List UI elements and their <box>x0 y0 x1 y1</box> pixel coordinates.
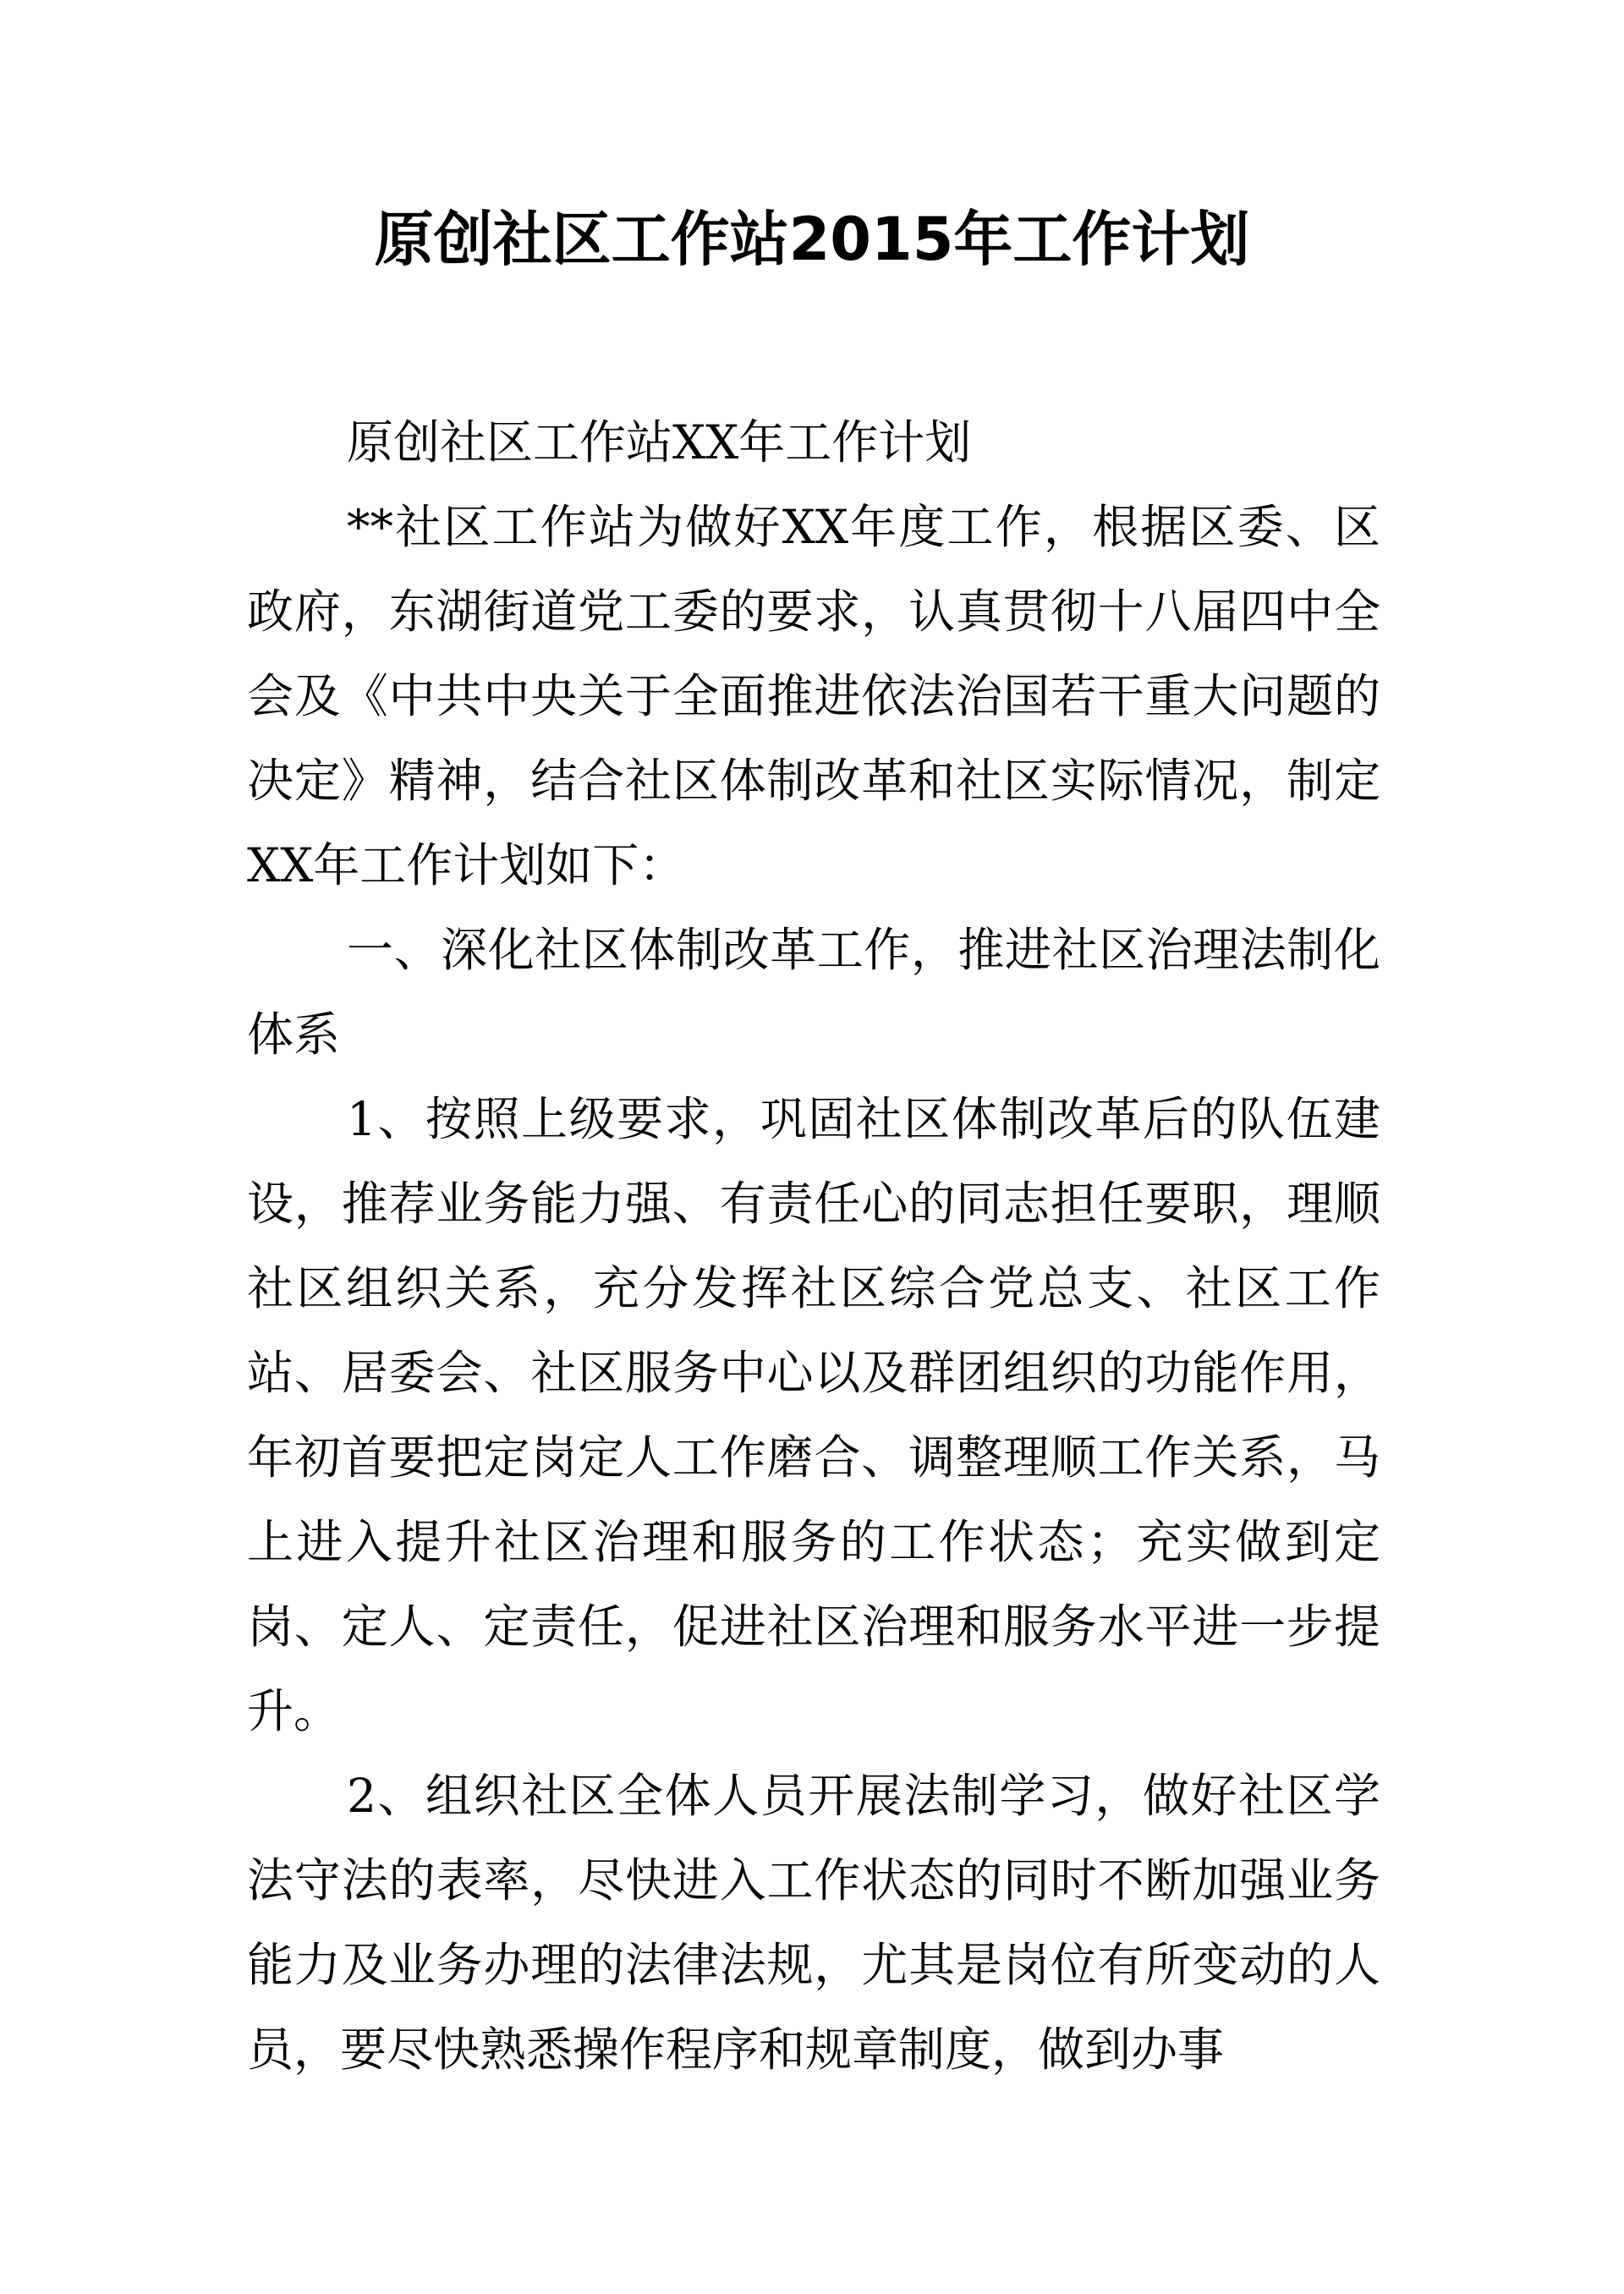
paragraph-subtitle: 原创社区工作站XX年工作计划 <box>347 415 972 469</box>
document-title: 原创社区工作站2015年工作计划 <box>374 205 1250 274</box>
paragraph-item-2: 2、组织社区全体人员开展法制学习，做好社区学法守法的表率，尽快进入工作状态的同时不断加强业务能力及业务办理的法律法规，尤其是岗位有所变动的人员，要尽快熟悉操作程序和规章制度，做到办事 <box>247 1769 1380 2077</box>
paragraph-item-1: 1、按照上级要求，巩固社区体制改革后的队伍建设，推荐业务能力强、有责任心的同志担任要职，理顺社区组织关系，充分发挥社区综合党总支、社区工作站、居委会、社区服务中心以及群团组织的功能作用，年初首要把定岗定人工作磨合、调整理顺工作关系，马上进入提升社区治理和服务的工作状态；充实做到定岗、定人、定责任，促进社区治理和服务水平进一步提升。 <box>247 1092 1380 1738</box>
document-body <box>247 400 1380 2092</box>
paragraph-intro: **社区工作站为做好XX年度工作，根据区委、区政府，东湖街道党工委的要求，认真贯彻十八届四中全会及《中共中央关于全面推进依法治国若干重大问题的决定》精神，结合社区体制改革和社区实际情况，制定XX年工作计划如下： <box>247 500 1380 892</box>
paragraph-section-heading: 一、深化社区体制改革工作，推进社区治理法制化体系 <box>247 923 1380 1062</box>
